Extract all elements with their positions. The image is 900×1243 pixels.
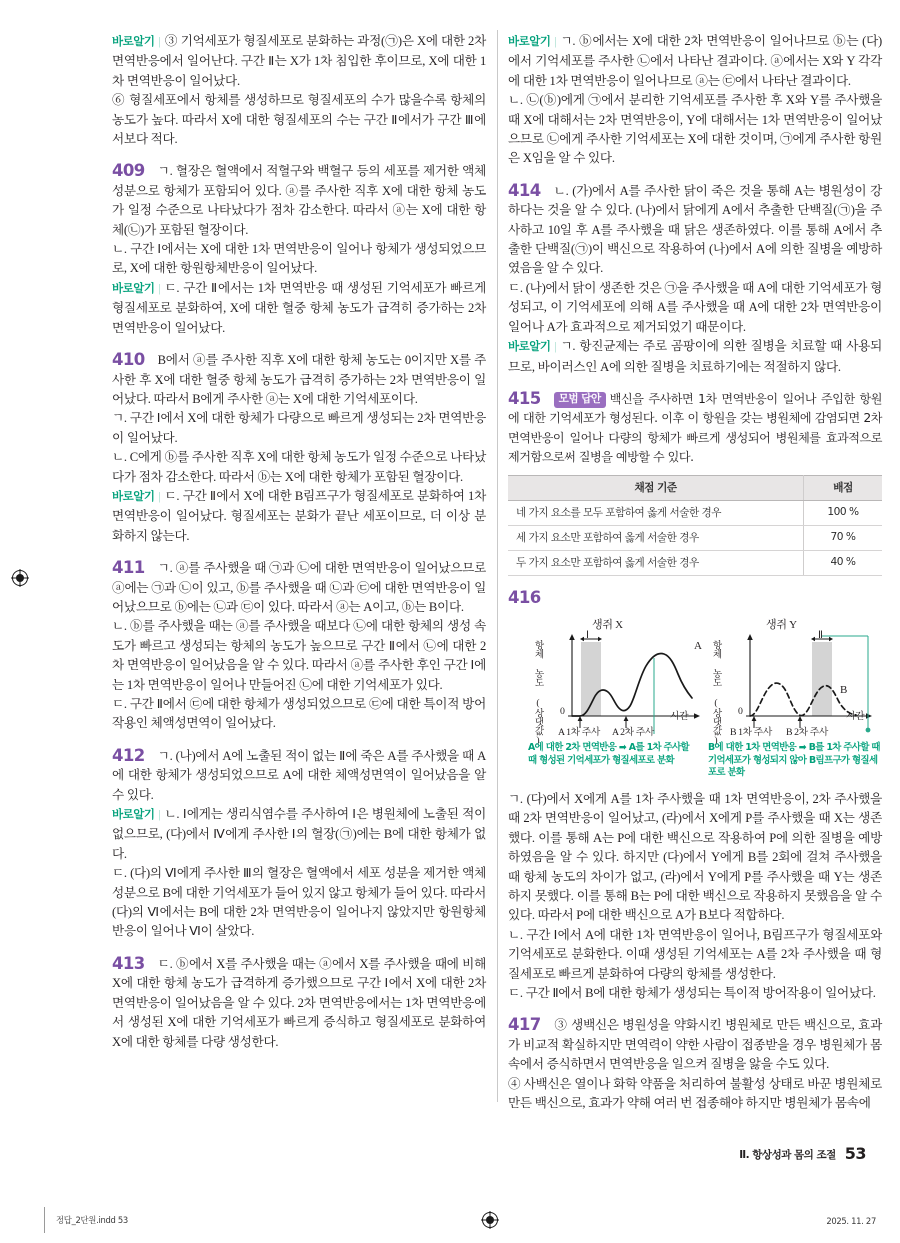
paragraph <box>508 337 882 377</box>
paragraph-text: ㄴ. ⓑ를 주사했을 때는 ⓐ를 주사했을 때보다 ㉡에 대한 항체의 생성 속도가 빠르고 생성되는 항체의 농도가 높으므로 구간 Ⅱ에서 ㉡에 대한 2차 면역반응이 일어났음을 알 수 있다. 따라서 ⓐ를 주사한 후인 구간 Ⅰ에는 1차 면역반응이 일어나 만들어진 ㉡에 대한 기억세포가 있다. <box>112 619 486 692</box>
table-header-row <box>508 475 882 500</box>
question-number: 412 <box>112 745 145 765</box>
immune-response-figure <box>508 616 882 784</box>
registration-mark-bottom <box>481 1211 499 1229</box>
paragraph <box>112 351 486 409</box>
running-head-text: Ⅱ. 항상성과 몸의 조절 <box>739 1149 836 1161</box>
paragraph-text: ㄷ. 구간 Ⅱ에서 B에 대한 항체가 생성되는 특이적 방어작용이 일어났다. <box>508 986 876 1000</box>
question-number: 414 <box>508 180 541 200</box>
paragraph-text: ㄴ. ㉡(ⓑ)에게 ㉠에서 분리한 기억세포를 주사한 후 X와 Y를 주사했을 때 X에 대해서는 2차 면역반응이, Y에 대해서는 1차 면역반응이 일어났으므로 ㉡에게 주사한 기억세포는 X에 대한 것이며, ㉠에게 주사한 항원은 X임을 알 수 있다. <box>508 93 882 166</box>
criteria-cell: 네 가지 요소를 모두 포함하여 옳게 서술한 경우 <box>508 500 804 525</box>
paragraph <box>508 279 882 337</box>
paragraph-text: ㄷ. 구간 Ⅱ에서 ㉢에 대한 항체가 생성되었으므로 ㉢에 대한 특이적 방어작용인 체액성면역이 일어났다. <box>112 697 486 731</box>
paragraph-text: ㄷ. 구간 Ⅱ에서는 1차 면역반응 때 생성된 기억세포가 빠르게 형질세포로 분화하여, X에 대한 혈중 항체 농도가 급격히 증가하는 2차 면역반응이 일어났다. <box>112 280 486 335</box>
paragraph <box>508 790 882 926</box>
paragraph <box>508 926 882 984</box>
paragraph <box>112 487 486 546</box>
paragraph <box>508 984 882 1003</box>
score-cell: 40 % <box>804 550 883 575</box>
table-row <box>508 550 882 575</box>
tag-separator: | <box>158 36 161 48</box>
paragraph-text: ㄷ. (나)에서 닭이 생존한 것은 ㉠을 주사했을 때 A에 대한 기억세포가 형성되고, 이 기억세포에 의해 A를 주사했을 때 A에 대한 2차 면역반응이 일어나 A가 효과적으로 제거되었기 때문이다. <box>508 280 882 334</box>
paragraph <box>508 182 882 279</box>
criteria-cell: 세 가지 요소만 포함하여 옳게 서술한 경우 <box>508 525 804 550</box>
model-answer-badge: 모범 답안 <box>554 392 606 408</box>
baroalgi-tag: 바로알기 <box>112 280 155 295</box>
paragraph-text: ㄴ. (가)에서 A를 주사한 닭이 죽은 것을 통해 A는 병원성이 강하다는 것을 알 수 있다. (나)에서 닭에게 A에서 추출한 단백질(㉠)을 주사하고 10일 후 A를 주사했을 때 닭은 생존하였다. 이를 통해 A에서 추출한 단백질(㉠)이 백신으로 작용하여 (나)에서 A에 의한 질병을 예방하였음을 알 수 있다. <box>508 183 882 276</box>
paragraph <box>112 409 486 448</box>
paragraph <box>508 32 882 91</box>
answer-block-416 <box>508 589 882 1004</box>
answer-block-408-continued <box>112 32 486 149</box>
paragraph-text: ㄱ. ⓑ에서는 X에 대한 2차 면역반응이 일어나므로 ⓑ는 (다)에서 기억세포를 주사한 ㉡에서 나타난 결과이다. ⓐ에서는 X와 Y 각각에 대한 1차 면역반응이 일어나므로 ⓐ는 ㉢에서 나타난 결과이다. <box>508 34 882 88</box>
column-header-criteria: 채점 기준 <box>508 475 804 500</box>
series-label-chart1: A <box>694 639 702 652</box>
answer-block-413 <box>112 955 486 1052</box>
injection-label-chart1-first: A 1차 주사 <box>558 726 600 738</box>
question-number: 417 <box>508 1015 541 1035</box>
paragraph-text: ③ 생백신은 병원성을 약화시킨 병원체로 만든 백신으로, 효과가 비교적 확실하지만 면역력이 약한 사람이 접종받을 경우 병원체가 몸속에서 증식하면서 면역반응을 일으켜 질병을 앓을 수도 있다. <box>508 1018 882 1072</box>
paragraph-text: ㄱ. 혈장은 혈액에서 적혈구와 백혈구 등의 세포를 제거한 액체 성분으로 항체가 포함되어 있다. ⓐ를 주사한 직후 X에 대한 항체 농도가 일정 수준으로 나타났다가 점차 감소한다. 따라서 ⓐ는 X에 대한 항체(㉡)가 포함된 혈장이다. <box>112 164 486 237</box>
page-number: 53 <box>844 1144 866 1163</box>
imprint-date: 2025. 11. 27 <box>826 1216 876 1226</box>
paragraph-text: ④ 사백신은 열이나 화학 약품을 처리하여 불활성 상태로 바꾼 병원체로 만든 백신으로, 효과가 약해 여러 번 접종해야 하지만 병원체가 몸속에 <box>508 1076 882 1111</box>
chart-title-mouse-y: 생쥐 Y <box>766 618 797 631</box>
baroalgi-tag: 바로알기 <box>112 807 155 822</box>
question-number: 411 <box>112 558 145 578</box>
baroalgi-tag: 바로알기 <box>112 34 155 48</box>
y-axis-label-text: 항체 농도 (상댓값) <box>710 639 722 746</box>
imprint-filename: 정답_2단원.indd 53 <box>56 1215 128 1225</box>
paragraph <box>112 448 486 487</box>
tag-separator: | <box>554 36 557 48</box>
paragraph-text: ⑥ 형질세포에서 항체를 생성하므로 형질세포의 수가 많을수록 항체의 농도가 높다. 따라서 X에 대한 형질세포의 수는 구간 Ⅱ에서가 구간 Ⅲ에서보다 적다. <box>112 93 486 147</box>
paragraph <box>112 955 486 1052</box>
tag-separator: | <box>554 341 557 354</box>
paragraph-text: ㄱ. 항진균제는 주로 곰팡이에 의한 질병을 치료할 때 사용되므로, 바이러스인 A에 의한 질병을 치료하기에는 적절하지 않다. <box>508 339 882 374</box>
running-footer <box>739 1144 866 1163</box>
score-cell: 70 % <box>804 525 883 550</box>
answer-block-417 <box>508 1016 882 1113</box>
paragraph <box>508 589 882 608</box>
chart-title-mouse-x: 생쥐 X <box>592 618 623 631</box>
paragraph <box>112 864 486 942</box>
answer-block-411 <box>112 559 486 734</box>
baroalgi-tag: 바로알기 <box>112 488 155 503</box>
question-number: 416 <box>508 587 541 607</box>
registration-mark-left <box>11 569 29 587</box>
paragraph <box>112 32 486 91</box>
paragraph <box>112 240 486 279</box>
paragraph <box>112 91 486 149</box>
tag-separator: | <box>158 282 161 295</box>
paragraph-text: ㄷ. ⓑ에서 X를 주사했을 때는 ⓐ에서 X를 주사했을 때에 비해 X에 대한 항체 농도가 급격하게 증가했으므로 구간 Ⅰ에서 X에 대한 2차 면역반응이 일어났음을 알 수 있다. 2차 면역반응에서는 1차 면역반응에서 생성된 X에 대한 기억세포가 빠르게 증식하고 형질세포로 분화하여 X에 대한 항체를 다량 생성한다. <box>112 956 486 1049</box>
paragraph-text: ㄴ. 구간 Ⅰ에서는 X에 대한 1차 면역반응이 일어나 항체가 생성되었으므로, X에 대한 항원항체반응이 일어났다. <box>112 242 486 276</box>
tag-separator: | <box>158 809 161 822</box>
chart-annotation-right: B에 대한 1차 면역반응 ➡ B를 1차 주사할 때 기억세포가 형성되지 않아 B림프구가 형질세포로 분화 <box>708 741 880 779</box>
question-number: 413 <box>112 953 145 973</box>
baroalgi-tag: 바로알기 <box>508 34 551 48</box>
x-axis-label-chart1: 시간 <box>670 710 689 722</box>
left-column <box>112 32 486 1142</box>
column-header-score: 배점 <box>804 475 883 500</box>
criteria-cell: 두 가지 요소만 포함하여 옳게 서술한 경우 <box>508 550 804 575</box>
y-zero-label-chart1: 0 <box>560 705 565 717</box>
answer-block-413-continued <box>508 32 882 169</box>
grading-criteria-table <box>508 475 882 576</box>
paragraph <box>112 559 486 617</box>
paragraph <box>112 162 486 240</box>
x-axis-label-chart2: 시간 <box>846 710 865 722</box>
paragraph-text: ③ 기억세포가 형질세포로 분화하는 과정(㉠)은 X에 대한 2차 면역반응에서 일어난다. 구간 Ⅱ는 X가 1차 침입한 후이므로, X에 대한 1차 면역반응이 일어났다. <box>112 34 486 88</box>
question-number: 409 <box>112 161 145 181</box>
table-row <box>508 525 882 550</box>
paragraph-text: B에서 ⓐ를 주사한 직후 X에 대한 항체 농도는 0이지만 X를 주사한 후 X에 대한 혈중 항체 농도가 급격히 증가하는 2차 면역반응이 일어났다. 따라서 B에게 주사한 ⓐ는 X에 대한 기억세포이다. <box>112 353 486 406</box>
injection-label-chart1-second: A 2차 주사 <box>612 726 654 738</box>
answer-block-409 <box>112 162 486 338</box>
paragraph-text: ㄱ. ⓐ를 주사했을 때 ㉠과 ㉡에 대한 면역반응이 일어났으므로 ⓐ에는 ㉠과 ㉡이 있고, ⓑ를 주사했을 때 ㉡과 ㉢에 대한 면역반응이 일어났으므로 ⓑ에는 ㉡과 ㉢이 있다. 따라서 ⓐ는 A이고, ⓑ는 B이다. <box>112 561 486 614</box>
paragraph <box>508 91 882 169</box>
y-zero-label-chart2: 0 <box>738 705 743 717</box>
paragraph-text: ㄷ. (다)의 Ⅵ에게 주사한 Ⅲ의 혈장은 혈액에서 세포 성분을 제거한 액체 성분으로 B에 대한 기억세포가 들어 있지 않고 항체가 들어 있다. 따라서 (다)의 Ⅵ에서는 B에 대한 2차 면역반응이 일어나지 않았지만 항원항체반응이 일어나 Ⅵ이 살았다. <box>112 866 486 939</box>
injection-label-chart2-second: B 2차 주사 <box>786 726 828 738</box>
y-axis-label-chart1 <box>532 640 543 746</box>
paragraph <box>112 279 486 338</box>
y-axis-label-text: 항체 농도 (상댓값) <box>532 639 544 746</box>
paragraph <box>112 747 486 805</box>
answer-block-415 <box>508 390 882 576</box>
paragraph-text: ㄴ. Ⅰ에게는 생리식염수를 주사하여 Ⅰ은 병원체에 노출된 적이 없으므로, (다)에서 Ⅳ에게 주사한 Ⅰ의 혈장(㉠)에는 B에 대한 항체가 없다. <box>112 807 486 861</box>
imprint-divider <box>44 1207 45 1233</box>
question-number: 415 <box>508 388 541 408</box>
injection-label-chart2-first: B 1차 주사 <box>730 726 772 738</box>
answer-block-414 <box>508 182 882 377</box>
tag-separator: | <box>158 490 161 503</box>
paragraph-text: ㄷ. 구간 Ⅱ에서 X에 대한 B림프구가 형질세포로 분화하여 1차 면역반응이 일어났다. 형질세포는 분화가 끝난 세포이므로, 더 이상 분화하지 않는다. <box>112 488 486 543</box>
score-cell: 100 % <box>804 500 883 525</box>
paragraph-text: ㄱ. (나)에서 A에 노출된 적이 없는 Ⅱ에 죽은 A를 주사했을 때 A에 대한 항체가 생성되었으므로 A에 대한 체액성면역이 일어났음을 알 수 있다. <box>112 748 486 802</box>
series-label-chart2: B <box>840 683 847 696</box>
paragraph <box>508 1075 882 1114</box>
chart-annotation-left: A에 대한 2차 면역반응 ➡ A를 1차 주사할 때 형성된 기억세포가 형질세포로 분화 <box>528 741 689 766</box>
answer-block-412 <box>112 747 486 942</box>
band-label-chart1: Ⅰ <box>586 629 589 641</box>
paragraph-text: 백신을 주사하면 1차 면역반응이 일어나 주입한 항원에 대한 기억세포가 형성된다. 이후 이 항원을 갖는 병원체에 감염되면 2차 면역반응이 일어나 다량의 항체가 빠르게 생성되어 병원체를 효과적으로 제거함으로써 질병을 예방할 수 있다. <box>508 391 882 465</box>
answer-block-410 <box>112 351 486 546</box>
paragraph <box>508 1016 882 1074</box>
paragraph <box>112 617 486 695</box>
paragraph <box>112 695 486 734</box>
paragraph <box>508 390 882 468</box>
question-number: 410 <box>112 350 145 370</box>
band-label-chart2: Ⅱ <box>818 629 823 641</box>
baroalgi-tag: 바로알기 <box>508 339 551 354</box>
paragraph <box>112 805 486 864</box>
paragraph-text: ㄱ. 구간 Ⅰ에서 X에 대한 항체가 다량으로 빠르게 생성되는 2차 면역반응이 일어났다. <box>112 411 486 445</box>
paragraph-text: ㄴ. C에게 ⓑ를 주사한 직후 X에 대한 항체 농도가 일정 수준으로 나타났다가 점차 감소한다. 따라서 ⓑ는 X에 대한 항체가 포함된 혈장이다. <box>112 450 486 484</box>
y-axis-label-chart2 <box>710 640 721 746</box>
paragraph-text: ㄱ. (다)에서 X에게 A를 1차 주사했을 때 1차 면역반응이, 2차 주사했을 때 2차 면역반응이 일어났고, (라)에서 X에게 P를 주사했을 때 X는 생존했다. 이를 통해 A는 P에 대한 백신으로 작용하여 P에 의한 질병을 예방하였음을 알 수 있다. 하지만 (다)에서 Y에게 B를 2회에 걸쳐 주사했을 때 항체 농도의 차이가 없고, (라)에서 Y에게 P를 주사했을 때 Y는 생존하지 못했다. 이를 통해 B는 P에 대한 백신으로 작용하지 못했음을 알 수 있다. 따라서 P에 대한 백신으로 A가 B보다 적합하다. <box>508 791 882 923</box>
right-column <box>508 32 882 1142</box>
table-row <box>508 500 882 525</box>
paragraph-text: ㄴ. 구간 Ⅰ에서 A에 대한 1차 면역반응이 일어나, B림프구가 형질세포와 기억세포로 분화한다. 이때 생성된 기억세포는 A를 2차 주사했을 때 형질세포로 빠르게 분화하여 다량의 항체를 생성한다. <box>508 927 882 981</box>
